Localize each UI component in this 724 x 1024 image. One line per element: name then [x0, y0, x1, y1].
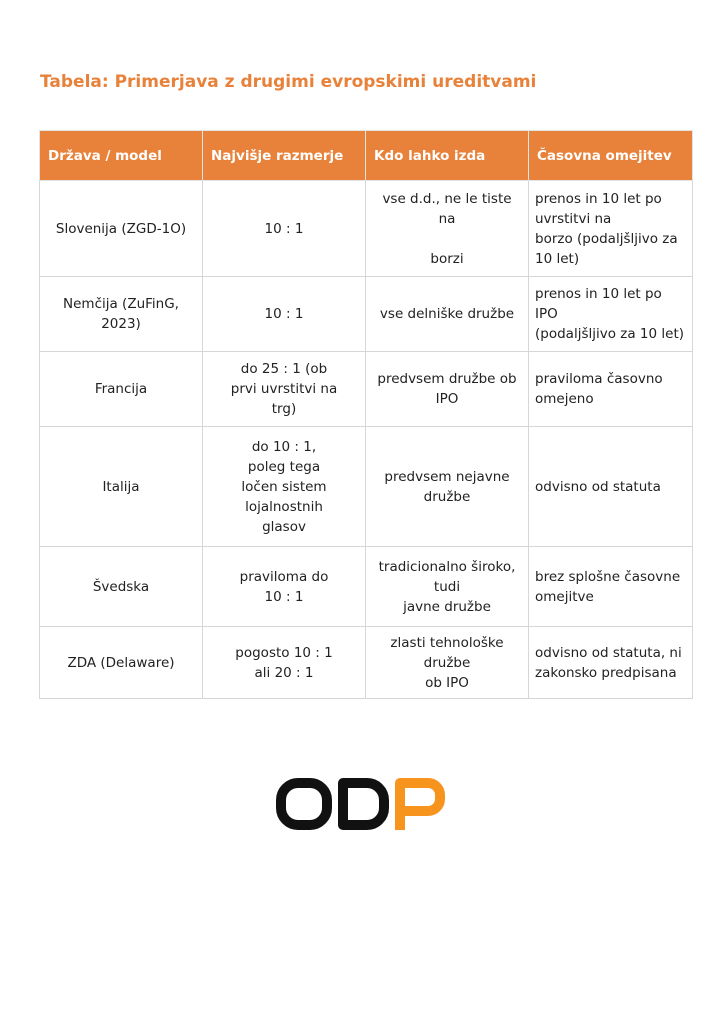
header-time-limit: Časovna omejitev	[529, 131, 693, 181]
cell-country: Italija	[40, 427, 203, 547]
table-row	[40, 547, 693, 627]
cell-line: tudi	[433, 578, 461, 595]
cell-line: družbe	[423, 654, 471, 671]
logo-letter-d	[343, 783, 384, 825]
cell-line: zakonsko predpisana	[535, 664, 677, 681]
cell-ratio	[203, 277, 366, 352]
cell-country: Nemčija (ZuFinG, 2023)	[40, 277, 203, 352]
table-row	[40, 352, 693, 427]
header-issuer: Kdo lahko izda	[366, 131, 529, 181]
cell-line: IPO	[435, 391, 459, 407]
cell-line: pogosto 10 : 1	[235, 644, 333, 661]
cell-country: Švedska	[40, 547, 203, 627]
cell-line: prenos in 10 let po	[535, 190, 662, 207]
table-title: Tabela: Primerjava z drugimi evropskimi ureditvami	[40, 72, 537, 92]
cell-issuer	[366, 547, 529, 627]
cell-country: Slovenija (ZGD-1O)	[40, 181, 203, 277]
cell-line: praviloma časovno	[535, 371, 663, 387]
cell-line: ločen sistem	[241, 478, 327, 495]
cell-issuer	[366, 277, 529, 352]
cell-ratio	[203, 427, 366, 547]
cell-country: Francija	[40, 352, 203, 427]
cell-issuer	[366, 352, 529, 427]
cell-line: brez splošne časovne	[535, 568, 681, 585]
table-row	[40, 427, 693, 547]
cell-time-limit	[529, 547, 693, 627]
header-ratio: Najvišje razmerje	[203, 131, 366, 181]
cell-line: trg)	[271, 401, 297, 417]
table-row	[40, 277, 693, 352]
cell-line: borzo (podaljšljivo za	[535, 230, 678, 247]
cell-line: lojalnostnih	[245, 498, 323, 515]
cell-time-limit	[529, 181, 693, 277]
cell-issuer	[366, 627, 529, 699]
cell-line: poleg tega	[247, 458, 321, 475]
cell-line: prvi uvrstitvi na	[230, 381, 338, 397]
cell-ratio	[203, 352, 366, 427]
cell-line: 10 : 1	[264, 220, 304, 237]
cell-line: uvrstitvi na	[535, 210, 612, 227]
cell-line: predvsem družbe ob	[377, 371, 517, 387]
cell-line: ob IPO	[425, 674, 469, 691]
logo-letter-p	[400, 783, 440, 830]
cell-time-limit	[529, 627, 693, 699]
header-country: Država / model	[40, 131, 203, 181]
cell-line: tradicionalno široko,	[378, 558, 516, 575]
cell-line: praviloma do	[239, 568, 329, 585]
cell-line: 10 : 1	[264, 306, 304, 322]
cell-line: prenos in 10 let po	[535, 286, 662, 302]
cell-line: vse delniške družbe	[379, 306, 515, 322]
cell-issuer	[366, 427, 529, 547]
cell-spacer	[372, 229, 522, 249]
cell-line: do 25 : 1 (ob	[240, 361, 328, 377]
cell-time-limit	[529, 352, 693, 427]
cell-line: borzi	[430, 250, 464, 267]
table-row	[40, 627, 693, 699]
table-header-row	[40, 131, 693, 181]
cell-time-limit	[529, 277, 693, 352]
cell-line: družbe	[423, 488, 471, 505]
cell-line: ali 20 : 1	[254, 664, 314, 681]
cell-line: glasov	[262, 518, 306, 535]
cell-line: do 10 : 1,	[251, 438, 317, 455]
cell-ratio	[203, 627, 366, 699]
cell-time-limit	[529, 427, 693, 547]
cell-line: zlasti tehnološke	[390, 634, 504, 651]
odp-logo	[276, 778, 448, 830]
cell-line: omejeno	[535, 391, 594, 407]
cell-ratio	[203, 547, 366, 627]
cell-line: odvisno od statuta, ni	[535, 644, 682, 661]
logo-letter-o	[281, 783, 327, 825]
cell-line: javne družbe	[403, 598, 491, 615]
cell-line: 10 : 1	[264, 588, 304, 605]
cell-issuer	[366, 181, 529, 277]
cell-country: ZDA (Delaware)	[40, 627, 203, 699]
cell-line: omejitve	[535, 588, 594, 605]
cell-line: odvisno od statuta	[535, 478, 661, 495]
cell-line: 10 let)	[535, 250, 580, 267]
cell-ratio	[203, 181, 366, 277]
cell-line: (podaljšljivo za 10 let)	[535, 326, 685, 342]
cell-line: vse d.d., ne le tiste na	[382, 190, 512, 227]
table-row	[40, 181, 693, 277]
comparison-table	[39, 130, 693, 699]
cell-line: IPO	[535, 306, 558, 322]
cell-line: predvsem nejavne	[384, 468, 510, 485]
